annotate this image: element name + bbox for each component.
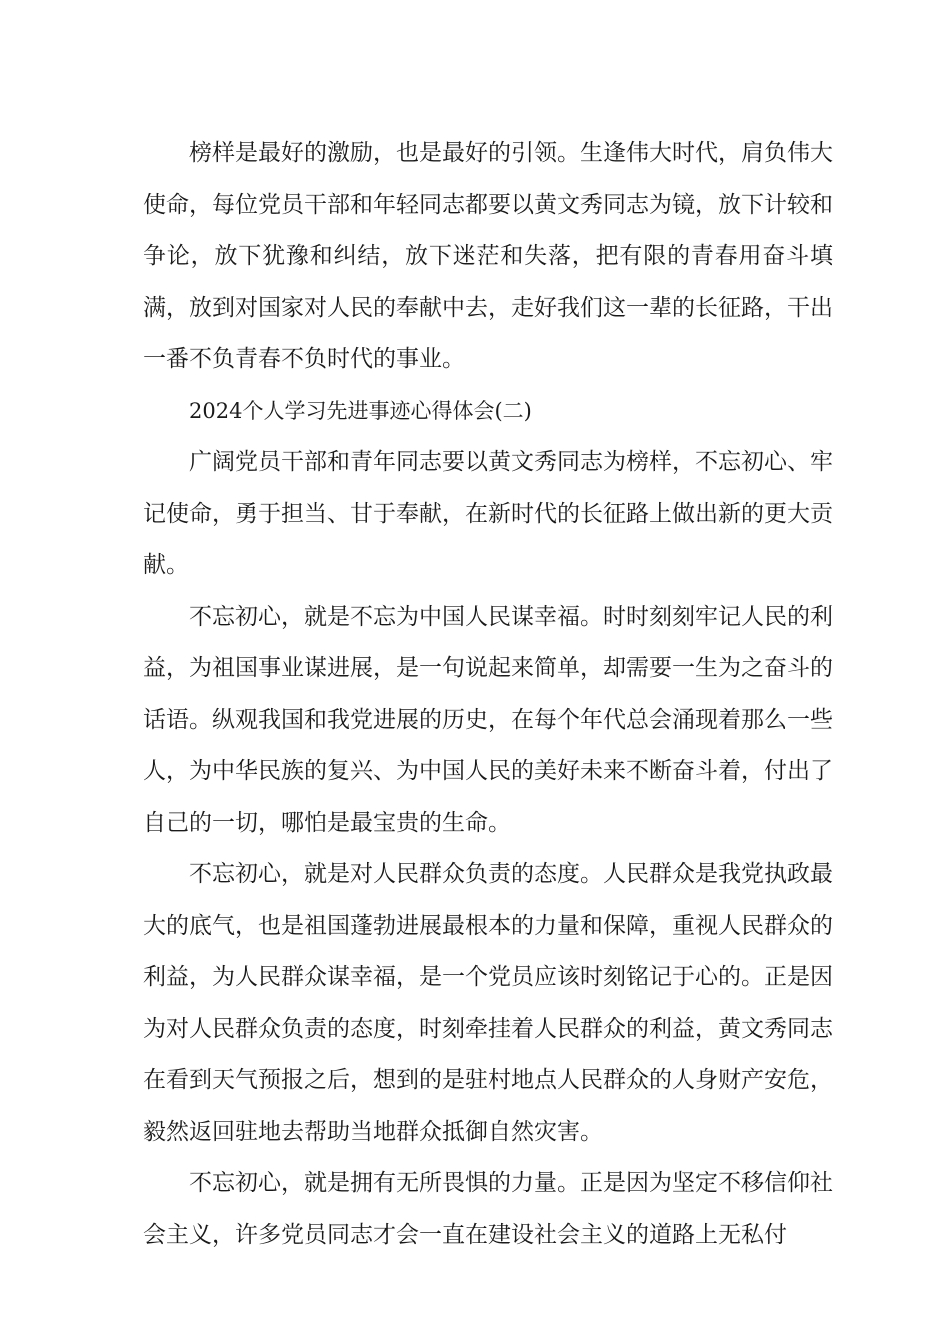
document-page xyxy=(143,128,833,1261)
section-heading: 2024个人学习先进事迹心得体会(二) xyxy=(189,398,532,423)
paragraph-responsibility: 不忘初心，就是对人民群众负责的态度。人民群众是我党执政最大的底气，也是祖国蓬勃进展最根本的力量和保障，重视人民群众的利益，为人民群众谋幸福，是一个党员应该时刻铭记于心的。正是因为对人民群众负责的态度，时刻牵挂着人民群众的利益，黄文秀同志在看到天气预报之后，想到的是驻村地点人民群众的人身财产安危，毅然返回驻地去帮助当地群众抵御自然灾害。 xyxy=(143,861,833,1145)
paragraph-fearless: 不忘初心，就是拥有无所畏惧的力量。正是因为坚定不移信仰社会主义，许多党员同志才会一直在建设社会主义的道路上无私付 xyxy=(143,1170,833,1248)
paragraph-role-model: 榜样是最好的激励，也是最好的引领。生逢伟大时代，肩负伟大使命，每位党员干部和年轻同志都要以黄文秀同志为镜，放下计较和争论，放下犹豫和纠结，放下迷茫和失落，把有限的青春用奋斗填满，放到对国家对人民的奉献中去，走好我们这一辈的长征路，干出一番不负青春不负时代的事业。 xyxy=(143,140,833,372)
paragraph-happiness: 不忘初心，就是不忘为中国人民谋幸福。时时刻刻牢记人民的利益，为祖国事业谋进展，是一句说起来简单，却需要一生为之奋斗的话语。纵观我国和我党进展的历史，在每个年代总会涌现着那么一些人，为中华民族的复兴、为中国人民的美好未来不断奋斗着，付出了自己的一切，哪怕是最宝贵的生命。 xyxy=(143,603,833,836)
paragraph-intro: 广阔党员干部和青年同志要以黄文秀同志为榜样，不忘初心、牢记使命，勇于担当、甘于奉献，在新时代的长征路上做出新的更大贡献。 xyxy=(143,449,833,578)
